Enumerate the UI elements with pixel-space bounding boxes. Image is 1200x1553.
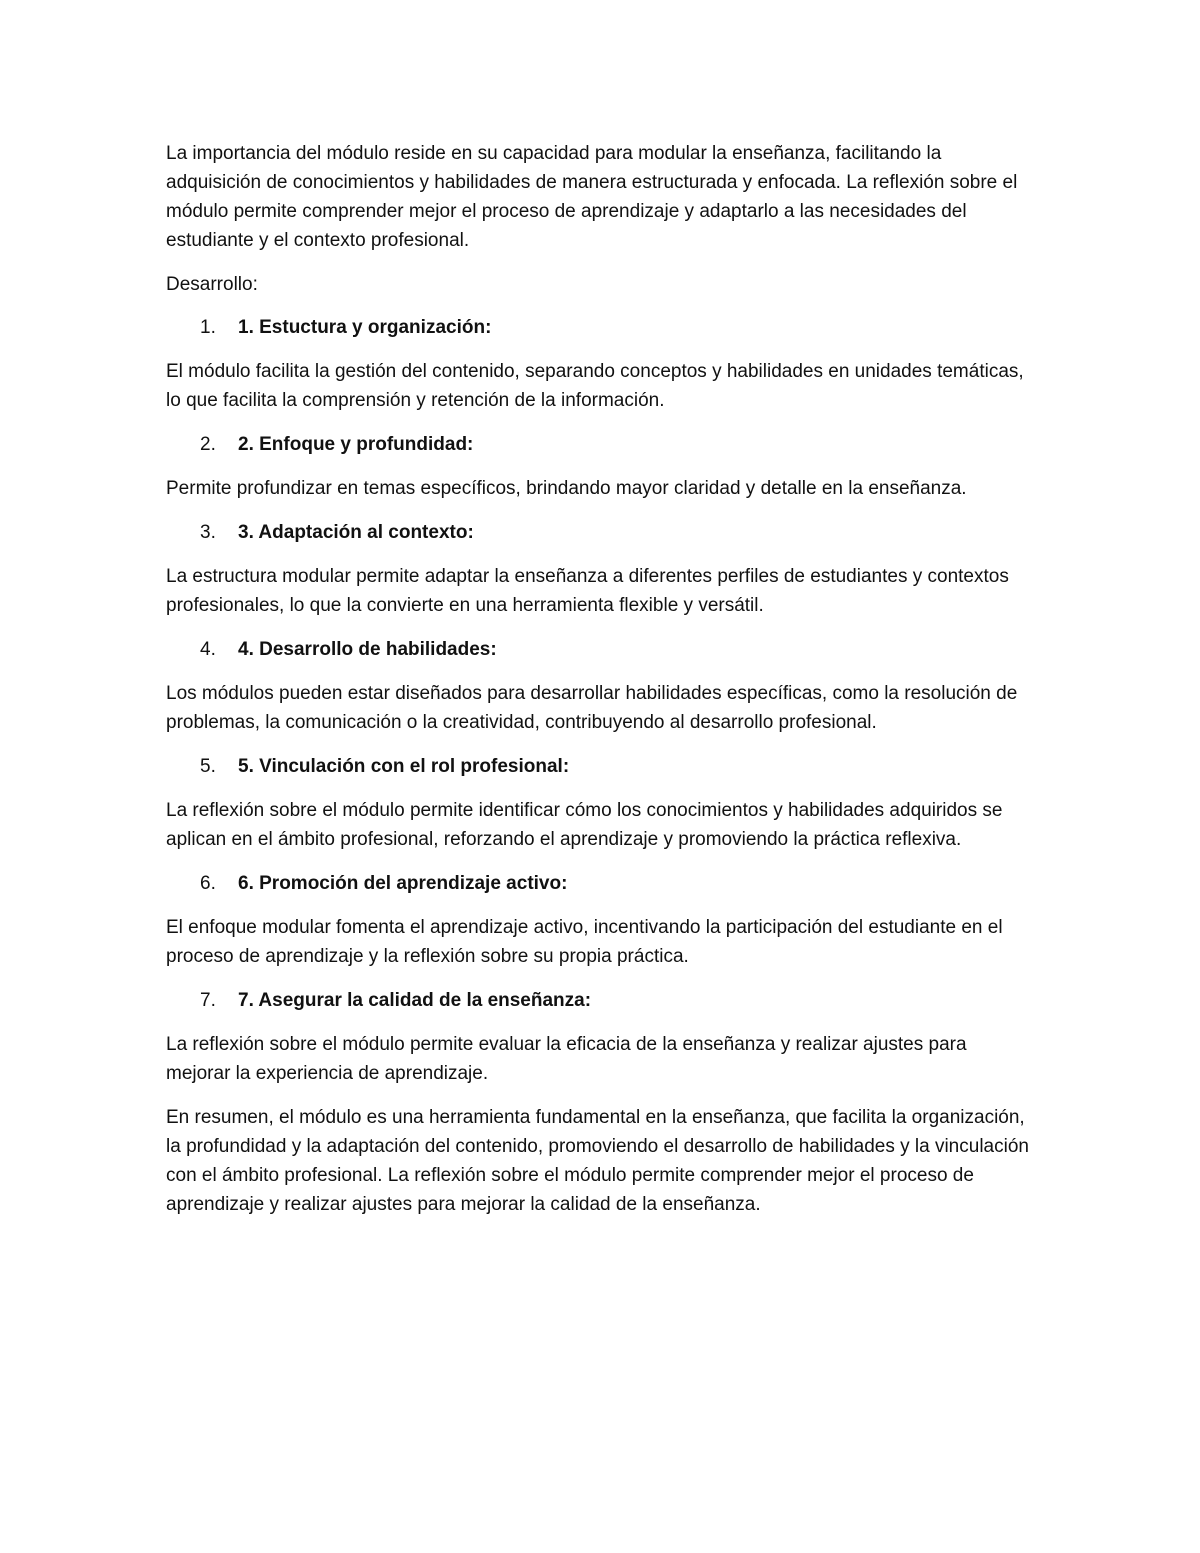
list-item-title: 4. Desarrollo de habilidades: <box>238 639 497 660</box>
list-item-title: 3. Adaptación al contexto: <box>238 522 474 543</box>
document-body <box>166 139 1036 1234</box>
list-item-body-6: El enfoque modular fomenta el aprendizaje activo, incentivando la participación del estudiante en el proceso de aprendizaje y la reflexión sobre su propia práctica. <box>166 917 1003 967</box>
list-item-title: 6. Promoción del aprendizaje activo: <box>238 873 568 894</box>
list-item-heading-7 <box>166 986 1036 1015</box>
list-item-title: 2. Enfoque y profundidad: <box>238 434 474 455</box>
list-item-number: 7. <box>200 990 216 1011</box>
list-item-title: 7. Asegurar la calidad de la enseñanza: <box>238 990 592 1011</box>
summary-paragraph: En resumen, el módulo es una herramienta fundamental en la enseñanza, que facilita la organización, la profundidad y la adaptación del contenido, promoviendo el desarrollo de habilidades y la vinculación con el ámbito profesional. La reflexión sobre el módulo permite comprender mejor el proceso de aprendizaje y realizar ajustes para mejorar la calidad de la enseñanza. <box>166 1107 1029 1215</box>
list-item-number: 4. <box>200 639 216 660</box>
list-item-heading-5 <box>166 752 1036 781</box>
list-item-body-4: Los módulos pueden estar diseñados para desarrollar habilidades específicas, como la resolución de problemas, la comunicación o la creatividad, contribuyendo al desarrollo profesional. <box>166 683 1018 733</box>
list-item-body-3: La estructura modular permite adaptar la enseñanza a diferentes perfiles de estudiantes y contextos profesionales, lo que la convierte en una herramienta flexible y versátil. <box>166 566 1009 616</box>
list-item-heading-2 <box>166 430 1036 459</box>
intro-paragraph: La importancia del módulo reside en su capacidad para modular la enseñanza, facilitando la adquisición de conocimientos y habilidades de manera estructurada y enfocada. La reflexión sobre el módulo permite comprender mejor el proceso de aprendizaje y adaptarlo a las necesidades del estudiante y el contexto profesional. <box>166 143 1018 251</box>
list-item-number: 5. <box>200 756 216 777</box>
list-item-number: 3. <box>200 522 216 543</box>
list-item-number: 2. <box>200 434 216 455</box>
list-item-body-1: El módulo facilita la gestión del contenido, separando conceptos y habilidades en unidades temáticas, lo que facilita la comprensión y retención de la información. <box>166 361 1024 411</box>
list-item-number: 6. <box>200 873 216 894</box>
list-item-body-2: Permite profundizar en temas específicos, brindando mayor claridad y detalle en la enseñanza. <box>166 478 967 499</box>
list-item-number: 1. <box>200 317 216 338</box>
list-item-body-5: La reflexión sobre el módulo permite identificar cómo los conocimientos y habilidades adquiridos se aplican en el ámbito profesional, reforzando el aprendizaje y promoviendo la práctica reflexiva. <box>166 800 1003 850</box>
list-item-title: 1. Estuctura y organización: <box>238 317 492 338</box>
section-label: Desarrollo: <box>166 274 258 295</box>
list-item-heading-3 <box>166 518 1036 547</box>
list-item-title: 5. Vinculación con el rol profesional: <box>238 756 570 777</box>
list-item-body-7: La reflexión sobre el módulo permite evaluar la eficacia de la enseñanza y realizar ajustes para mejorar la experiencia de aprendizaje. <box>166 1034 967 1084</box>
list-item-heading-1 <box>166 313 1036 342</box>
list-item-heading-4 <box>166 635 1036 664</box>
list-item-heading-6 <box>166 869 1036 898</box>
